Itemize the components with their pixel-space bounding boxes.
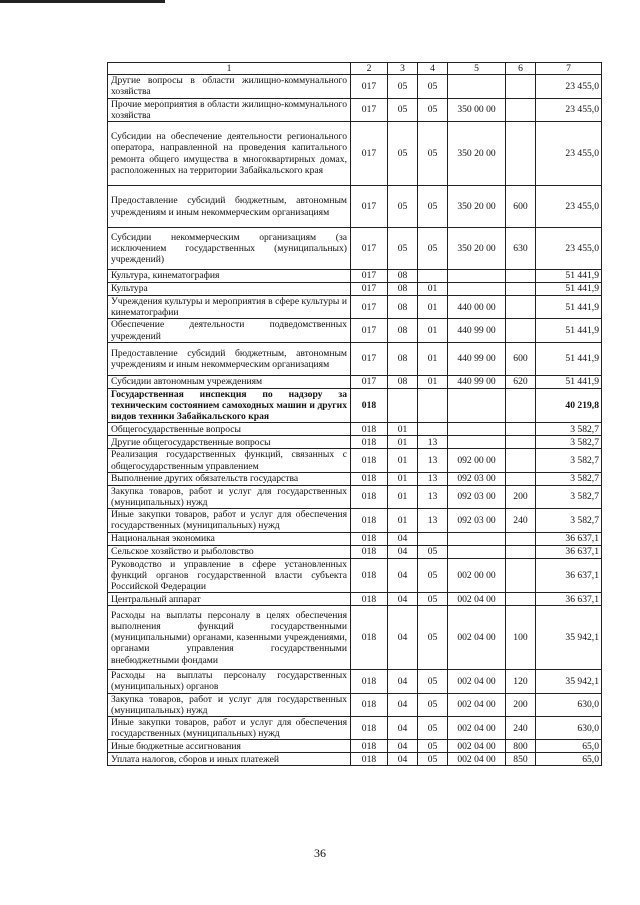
row-subsection-code xyxy=(418,423,448,436)
row-section-code: 04 xyxy=(388,593,418,606)
row-target-code: 350 20 00 xyxy=(448,186,506,228)
row-target-code xyxy=(448,423,506,436)
row-admin-code: 017 xyxy=(351,342,388,375)
row-admin-code: 018 xyxy=(351,485,388,508)
row-section-code: 01 xyxy=(388,436,418,449)
row-subsection-code xyxy=(418,532,448,545)
row-subsection-code xyxy=(418,388,448,423)
row-name: Другие вопросы в области жилищно-коммунального хозяйства xyxy=(108,75,351,98)
row-target-code: 002 04 00 xyxy=(448,753,506,766)
table-row xyxy=(108,485,602,508)
row-name: Реализация государственных функций, связанных с общегосударственным управлением xyxy=(108,449,351,472)
row-expense-type-code xyxy=(506,75,536,98)
table-row xyxy=(108,342,602,375)
row-admin-code: 017 xyxy=(351,75,388,98)
row-name: Предоставление субсидий бюджетным, автономным учреждениям и иным некоммерческим организациям xyxy=(108,342,351,375)
row-target-code: 092 03 00 xyxy=(448,472,506,485)
row-admin-code: 018 xyxy=(351,423,388,436)
row-section-code: 04 xyxy=(388,753,418,766)
row-section-code xyxy=(388,388,418,423)
row-target-code xyxy=(448,545,506,558)
table-row xyxy=(108,509,602,532)
row-amount: 23 455,0 xyxy=(536,98,602,121)
table-row xyxy=(108,423,602,436)
table-row xyxy=(108,740,602,753)
page-number: 36 xyxy=(314,846,326,860)
row-amount: 51 441,9 xyxy=(536,342,602,375)
table-row xyxy=(108,436,602,449)
column-header-1: 1 xyxy=(108,63,351,75)
row-amount: 3 582,7 xyxy=(536,449,602,472)
table-row xyxy=(108,270,602,283)
row-section-code: 01 xyxy=(388,472,418,485)
row-admin-code: 017 xyxy=(351,270,388,283)
row-section-code: 05 xyxy=(388,98,418,121)
row-admin-code: 018 xyxy=(351,753,388,766)
row-name: Культура, кинематография xyxy=(108,270,351,283)
row-subsection-code: 05 xyxy=(418,545,448,558)
row-admin-code: 018 xyxy=(351,670,388,693)
row-subsection-code: 05 xyxy=(418,606,448,670)
row-target-code: 440 99 00 xyxy=(448,375,506,388)
row-expense-type-code: 100 xyxy=(506,606,536,670)
row-target-code: 002 04 00 xyxy=(448,593,506,606)
row-expense-type-code xyxy=(506,388,536,423)
table-row xyxy=(108,319,602,342)
row-target-code: 092 00 00 xyxy=(448,449,506,472)
row-name: Другие общегосударственные вопросы xyxy=(108,436,351,449)
row-admin-code: 018 xyxy=(351,693,388,716)
row-expense-type-code xyxy=(506,472,536,485)
row-target-code: 350 20 00 xyxy=(448,122,506,186)
row-name: Прочие мероприятия в области жилищно-коммунального хозяйства xyxy=(108,98,351,121)
row-admin-code: 017 xyxy=(351,375,388,388)
row-target-code xyxy=(448,532,506,545)
row-target-code xyxy=(448,283,506,296)
row-admin-code: 018 xyxy=(351,606,388,670)
row-amount: 51 441,9 xyxy=(536,283,602,296)
table-row xyxy=(108,593,602,606)
row-amount: 36 637,1 xyxy=(536,545,602,558)
table-row xyxy=(108,545,602,558)
table-row xyxy=(108,558,602,593)
table-row xyxy=(108,388,602,423)
row-name: Иные бюджетные ассигнования xyxy=(108,740,351,753)
row-section-code: 08 xyxy=(388,283,418,296)
row-name: Уплата налогов, сборов и иных платежей xyxy=(108,753,351,766)
row-expense-type-code xyxy=(506,423,536,436)
row-subsection-code: 01 xyxy=(418,283,448,296)
row-expense-type-code xyxy=(506,283,536,296)
row-expense-type-code xyxy=(506,98,536,121)
table-row xyxy=(108,717,602,740)
row-amount: 3 582,7 xyxy=(536,509,602,532)
row-amount: 65,0 xyxy=(536,753,602,766)
column-header-3: 3 xyxy=(388,63,418,75)
row-amount: 23 455,0 xyxy=(536,228,602,270)
row-expense-type-code: 630 xyxy=(506,228,536,270)
row-expense-type-code xyxy=(506,532,536,545)
row-section-code: 01 xyxy=(388,423,418,436)
row-target-code: 002 04 00 xyxy=(448,717,506,740)
row-amount: 3 582,7 xyxy=(536,472,602,485)
row-name: Руководство и управление в сфере установленных функций органов государственной власти субъекта Российской Федерации xyxy=(108,558,351,593)
row-amount: 23 455,0 xyxy=(536,186,602,228)
row-target-code: 440 00 00 xyxy=(448,296,506,319)
row-amount: 35 942,1 xyxy=(536,606,602,670)
row-name: Субсидии некоммерческим организациям (за исключением государственных (муниципальных) учреждений) xyxy=(108,228,351,270)
row-admin-code: 017 xyxy=(351,98,388,121)
row-subsection-code: 13 xyxy=(418,509,448,532)
row-admin-code: 018 xyxy=(351,545,388,558)
row-amount: 36 637,1 xyxy=(536,593,602,606)
row-section-code: 08 xyxy=(388,342,418,375)
row-expense-type-code xyxy=(506,449,536,472)
row-name: Общегосударственные вопросы xyxy=(108,423,351,436)
row-amount: 630,0 xyxy=(536,717,602,740)
row-amount: 35 942,1 xyxy=(536,670,602,693)
row-admin-code: 017 xyxy=(351,186,388,228)
table-row xyxy=(108,75,602,98)
table-row xyxy=(108,670,602,693)
table-row xyxy=(108,98,602,121)
table-row xyxy=(108,375,602,388)
table-row xyxy=(108,606,602,670)
row-subsection-code: 05 xyxy=(418,593,448,606)
column-header-5: 5 xyxy=(448,63,506,75)
row-admin-code: 018 xyxy=(351,436,388,449)
row-name: Центральный аппарат xyxy=(108,593,351,606)
budget-table xyxy=(107,62,602,766)
row-subsection-code: 05 xyxy=(418,693,448,716)
row-admin-code: 018 xyxy=(351,509,388,532)
row-expense-type-code: 240 xyxy=(506,717,536,740)
row-name: Субсидии автономным учреждениям xyxy=(108,375,351,388)
row-expense-type-code xyxy=(506,545,536,558)
row-section-code: 04 xyxy=(388,717,418,740)
row-subsection-code: 13 xyxy=(418,436,448,449)
row-name: Закупка товаров, работ и услуг для государственных (муниципальных) нужд xyxy=(108,485,351,508)
row-subsection-code: 05 xyxy=(418,122,448,186)
row-section-code: 04 xyxy=(388,740,418,753)
row-amount: 36 637,1 xyxy=(536,532,602,545)
row-admin-code: 018 xyxy=(351,388,388,423)
row-target-code: 092 03 00 xyxy=(448,485,506,508)
column-header-6: 6 xyxy=(506,63,536,75)
row-target-code: 440 99 00 xyxy=(448,319,506,342)
row-expense-type-code: 200 xyxy=(506,693,536,716)
table-row xyxy=(108,449,602,472)
row-subsection-code: 05 xyxy=(418,558,448,593)
row-target-code xyxy=(448,270,506,283)
row-section-code: 04 xyxy=(388,532,418,545)
row-expense-type-code xyxy=(506,319,536,342)
row-name: Учреждения культуры и мероприятия в сфере культуры и кинематографии xyxy=(108,296,351,319)
row-admin-code: 018 xyxy=(351,717,388,740)
row-target-code: 002 04 00 xyxy=(448,670,506,693)
row-section-code: 08 xyxy=(388,319,418,342)
row-name: Предоставление субсидий бюджетным, автономным учреждениям и иным некоммерческим организациям xyxy=(108,186,351,228)
row-name: Закупка товаров, работ и услуг для государственных (муниципальных) нужд xyxy=(108,693,351,716)
row-expense-type-code xyxy=(506,296,536,319)
row-admin-code: 017 xyxy=(351,228,388,270)
row-admin-code: 018 xyxy=(351,558,388,593)
row-target-code xyxy=(448,436,506,449)
row-expense-type-code xyxy=(506,436,536,449)
row-amount: 3 582,7 xyxy=(536,423,602,436)
row-target-code: 440 99 00 xyxy=(448,342,506,375)
row-target-code: 002 04 00 xyxy=(448,740,506,753)
table-row xyxy=(108,472,602,485)
row-subsection-code: 13 xyxy=(418,472,448,485)
row-admin-code: 017 xyxy=(351,283,388,296)
row-target-code: 350 20 00 xyxy=(448,228,506,270)
row-name: Государственная инспекция по надзору за техническим состоянием самоходных машин и других видов техники Забайкальского края xyxy=(108,388,351,423)
row-name: Иные закупки товаров, работ и услуг для обеспечения государственных (муниципальных) нужд xyxy=(108,717,351,740)
row-amount: 23 455,0 xyxy=(536,122,602,186)
row-expense-type-code: 620 xyxy=(506,375,536,388)
row-target-code: 002 04 00 xyxy=(448,606,506,670)
header-row xyxy=(108,63,602,75)
row-subsection-code: 01 xyxy=(418,296,448,319)
row-target-code: 002 00 00 xyxy=(448,558,506,593)
row-section-code: 05 xyxy=(388,122,418,186)
row-name: Расходы на выплаты персоналу в целях обеспечения выполнения функций государственными (муниципальными) органами, казенными учреждениями, органами управления государственными внебюджетными фондами xyxy=(108,606,351,670)
row-amount: 51 441,9 xyxy=(536,296,602,319)
table-row xyxy=(108,296,602,319)
row-admin-code: 018 xyxy=(351,472,388,485)
row-section-code: 04 xyxy=(388,670,418,693)
row-section-code: 04 xyxy=(388,606,418,670)
row-section-code: 01 xyxy=(388,449,418,472)
row-section-code: 04 xyxy=(388,545,418,558)
row-admin-code: 017 xyxy=(351,319,388,342)
row-subsection-code: 05 xyxy=(418,75,448,98)
row-name: Расходы на выплаты персоналу государственных (муниципальных) органов xyxy=(108,670,351,693)
row-name: Иные закупки товаров, работ и услуг для обеспечения государственных (муниципальных) нужд xyxy=(108,509,351,532)
row-expense-type-code: 850 xyxy=(506,753,536,766)
row-subsection-code: 05 xyxy=(418,753,448,766)
row-expense-type-code: 120 xyxy=(506,670,536,693)
row-target-code xyxy=(448,388,506,423)
row-expense-type-code xyxy=(506,593,536,606)
scan-top-mark xyxy=(0,0,165,3)
row-expense-type-code: 240 xyxy=(506,509,536,532)
row-name: Субсидии на обеспечение деятельности регионального оператора, направленной на проведения капитального ремонта общего имущества в многоквартирных домах, расположенных на территории Забайкальского края xyxy=(108,122,351,186)
row-target-code: 002 04 00 xyxy=(448,693,506,716)
row-section-code: 04 xyxy=(388,558,418,593)
row-expense-type-code xyxy=(506,558,536,593)
table-body xyxy=(108,75,602,766)
row-subsection-code: 13 xyxy=(418,449,448,472)
row-amount: 23 455,0 xyxy=(536,75,602,98)
table-row xyxy=(108,186,602,228)
row-subsection-code: 01 xyxy=(418,375,448,388)
row-subsection-code xyxy=(418,270,448,283)
row-amount: 3 582,7 xyxy=(536,436,602,449)
row-subsection-code: 01 xyxy=(418,342,448,375)
row-name: Выполнение других обязательств государства xyxy=(108,472,351,485)
row-subsection-code: 05 xyxy=(418,98,448,121)
row-amount: 51 441,9 xyxy=(536,319,602,342)
row-subsection-code: 05 xyxy=(418,186,448,228)
row-subsection-code: 05 xyxy=(418,670,448,693)
row-name: Культура xyxy=(108,283,351,296)
row-name: Национальная экономика xyxy=(108,532,351,545)
row-amount: 630,0 xyxy=(536,693,602,716)
row-section-code: 04 xyxy=(388,693,418,716)
row-admin-code: 018 xyxy=(351,740,388,753)
table-row xyxy=(108,283,602,296)
row-section-code: 01 xyxy=(388,509,418,532)
row-section-code: 08 xyxy=(388,270,418,283)
row-expense-type-code: 600 xyxy=(506,186,536,228)
row-amount: 51 441,9 xyxy=(536,375,602,388)
row-expense-type-code xyxy=(506,270,536,283)
row-subsection-code: 05 xyxy=(418,740,448,753)
table-row xyxy=(108,228,602,270)
row-amount: 3 582,7 xyxy=(536,485,602,508)
table-row xyxy=(108,122,602,186)
row-target-code: 350 00 00 xyxy=(448,98,506,121)
row-section-code: 05 xyxy=(388,75,418,98)
row-section-code: 05 xyxy=(388,228,418,270)
row-section-code: 01 xyxy=(388,485,418,508)
row-expense-type-code: 600 xyxy=(506,342,536,375)
row-amount: 40 219,8 xyxy=(536,388,602,423)
row-expense-type-code: 800 xyxy=(506,740,536,753)
column-header-7: 7 xyxy=(536,63,602,75)
row-section-code: 08 xyxy=(388,296,418,319)
row-admin-code: 017 xyxy=(351,296,388,319)
row-target-code xyxy=(448,75,506,98)
row-subsection-code: 05 xyxy=(418,717,448,740)
row-subsection-code: 13 xyxy=(418,485,448,508)
row-admin-code: 017 xyxy=(351,122,388,186)
column-header-4: 4 xyxy=(418,63,448,75)
row-subsection-code: 05 xyxy=(418,228,448,270)
row-amount: 51 441,9 xyxy=(536,270,602,283)
column-header-2: 2 xyxy=(351,63,388,75)
row-section-code: 08 xyxy=(388,375,418,388)
row-subsection-code: 01 xyxy=(418,319,448,342)
row-name: Обеспечение деятельности подведомственных учреждений xyxy=(108,319,351,342)
table-row xyxy=(108,532,602,545)
row-expense-type-code xyxy=(506,122,536,186)
row-admin-code: 018 xyxy=(351,593,388,606)
row-admin-code: 018 xyxy=(351,449,388,472)
row-section-code: 05 xyxy=(388,186,418,228)
row-target-code: 092 03 00 xyxy=(448,509,506,532)
row-amount: 65,0 xyxy=(536,740,602,753)
row-expense-type-code: 200 xyxy=(506,485,536,508)
table-row xyxy=(108,693,602,716)
row-name: Сельское хозяйство и рыболовство xyxy=(108,545,351,558)
table-row xyxy=(108,753,602,766)
row-admin-code: 018 xyxy=(351,532,388,545)
row-amount: 36 637,1 xyxy=(536,558,602,593)
